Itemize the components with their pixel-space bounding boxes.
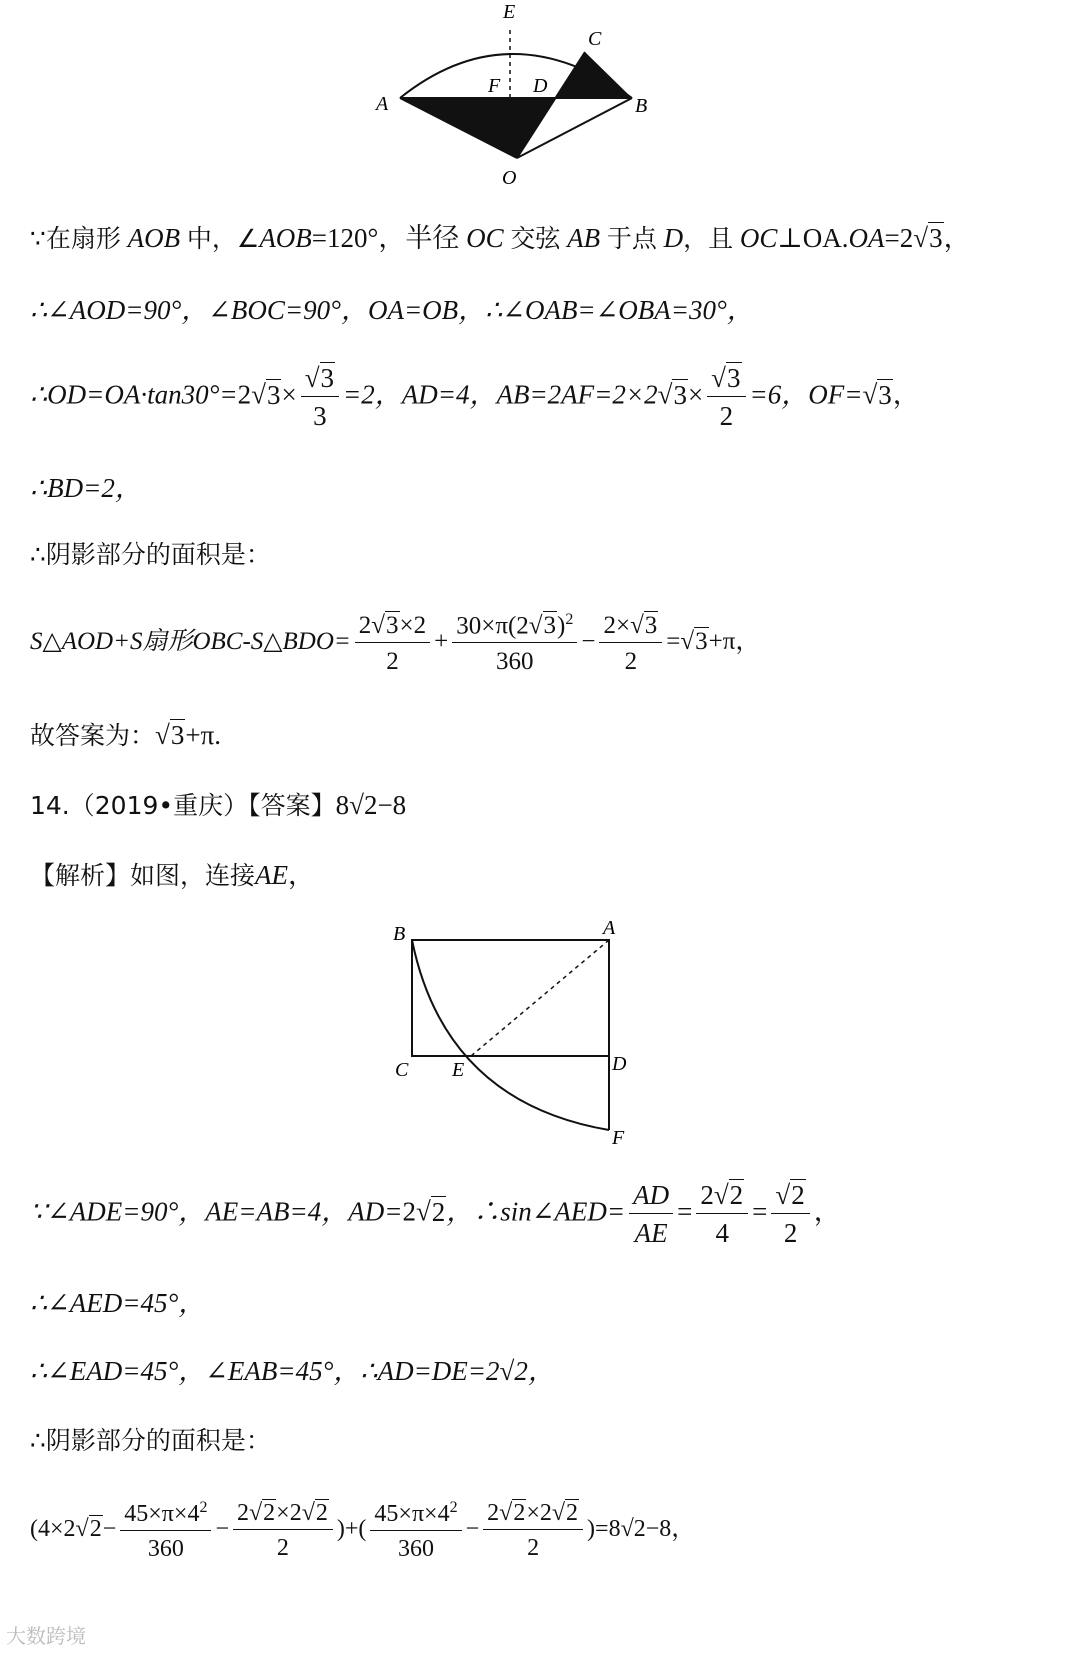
label-A: A — [376, 93, 389, 115]
label-F: F — [488, 75, 501, 97]
p14-step1-ad: 2√2 — [402, 1196, 446, 1227]
p14-step3: ∴∠EAD=45°，∠EAB=45°，∴AD=DE=2√2， — [30, 1356, 555, 1386]
p13-AB: AB — [567, 223, 601, 253]
p13-given-8: =2 — [884, 223, 914, 253]
p14-header: 14.（2019•重庆）【答案】 — [30, 791, 336, 820]
p13-step3-line: ∴OD=OA·tan30°=2√3× $\frac{√3}{3}$ =2，AD=4，AB=2AF=2×2√3× $\frac{√3}{2}$ =6，OF=√3， — [30, 363, 920, 431]
p13-step3-end: ， — [892, 379, 920, 410]
p13-given-6: ，且 — [683, 224, 734, 253]
label-A2: A — [603, 917, 616, 939]
p13-given-5: 于点 — [606, 224, 657, 253]
p14-step1-end: ， — [813, 1196, 841, 1227]
p13-D: D — [663, 223, 684, 253]
p13-OC-2: OC — [739, 223, 778, 253]
p13-step3-sqrt-of: √3 — [862, 379, 892, 410]
p14-analysis: 【解析】如图，连接 — [30, 861, 256, 890]
p13-area-line: S△AOD+S扇形OBC-S△BDO= $\frac{2√3\times 2}{2}$ + $\frac{30\times\pi(2√3)^2}{360}$ − $\frac{2\times√3}{2}$ =√3+π， — [30, 611, 761, 676]
label-B: B — [635, 95, 648, 117]
sector-diagram — [370, 0, 670, 190]
p13-area-frac1: $\frac{2√3\times 2}{2}$ — [355, 613, 430, 674]
label-B2: B — [393, 923, 406, 945]
p14-final: =8√2−8， — [595, 1516, 696, 1543]
p13-OC: OC — [466, 223, 504, 253]
p14-step4: ∴阴影部分的面积是： — [30, 1426, 271, 1455]
p13-given-end: ， — [943, 223, 971, 253]
p14-answer: 8√2−8 — [335, 790, 407, 820]
label-F2: F — [612, 1127, 625, 1149]
p13-given-2: 中，∠ — [186, 224, 260, 253]
p13-step3-frac1: $\frac{√3}{3}$ — [301, 365, 339, 430]
p13-area-frac2: $\frac{30\times\pi(2√3)^2}{360}$ — [452, 612, 577, 674]
label-C: C — [588, 28, 602, 50]
p13-step3-sqrt: √3 — [657, 379, 687, 410]
label-C2: C — [395, 1059, 409, 1081]
label-O: O — [502, 167, 517, 189]
p14-final-expr: (4×2√2− $\frac{45\times\pi\times 4^2}{360}$ − $\frac{2√2\times 2√2}{2}$ )+( $\frac{45\times\pi\times 4^2}{360}$ − $\frac{2√2\times 2√2}{2}$ ) — [30, 1499, 596, 1562]
p13-given-7: ⊥OA. — [777, 223, 849, 253]
p13-area-lhs: S△AOD+S扇形OBC-S△BDO= — [30, 627, 351, 655]
p13-given-1: ∵在扇形 — [30, 224, 121, 253]
shaded-triangle-AOD — [400, 98, 555, 158]
p13-given-4: 交弦 — [510, 224, 561, 253]
p14-step1-frac1: $\frac{AD}{AE}$ — [629, 1182, 673, 1247]
p13-step2: ∴∠AOD=90°，∠BOC=90°，OA=OB，∴∠OAB=∠OBA=30°， — [30, 295, 754, 325]
label-E2: E — [452, 1059, 465, 1081]
p14-analysis-line — [30, 862, 315, 889]
p13-step4: ∴BD=2， — [30, 473, 142, 503]
p13-area-frac3: $\frac{2\times√3}{2}$ — [599, 613, 662, 674]
p13-AOB: AOB — [127, 223, 181, 253]
p13-answer-prefix: 故答案为： — [30, 721, 156, 750]
p13-given-sqrt: √3 — [913, 223, 943, 253]
p13-step3-a: ∴OD=OA·tan30°= — [30, 379, 238, 410]
rectangle-diagram — [385, 912, 645, 1152]
p13-answer-line: 故答案为：√3+π. — [30, 720, 221, 750]
watermark: 大数跨境 — [6, 1624, 86, 1648]
p14-step1-line: ∵∠ADE=90°，AE=AB=4，AD=2√2，∴sin∠AED= $\frac{AD}{AE}$ = $\frac{2√2}{4}$ = $\frac{√2}{2}$ ， — [30, 1180, 841, 1248]
label-D2: D — [612, 1053, 627, 1075]
p13-step3-coef: 2√3× — [237, 379, 297, 410]
p13-step3-b: =2，AD=4，AB=2AF=2×2 — [343, 379, 658, 410]
shaded-sector-OBC — [555, 52, 632, 98]
p14-step2: ∴∠AED=45°， — [30, 1288, 206, 1318]
p13-AOB-angle: AOB — [259, 223, 312, 253]
p13-area-result: +π， — [708, 627, 761, 655]
p13-OA: OA — [848, 223, 885, 253]
rectangle-BCDA — [412, 940, 609, 1056]
p14-step1-frac2: $\frac{2√2}{4}$ — [696, 1182, 748, 1247]
p14-step1-frac3: $\frac{√2}{2}$ — [771, 1182, 809, 1247]
p13-step5: ∴阴影部分的面积是： — [30, 540, 271, 569]
label-D: D — [533, 75, 548, 97]
p14-step1-a: ∵∠ADE=90°，AE=AB=4，AD= — [30, 1196, 403, 1227]
p14-analysis-end: ， — [288, 860, 316, 890]
p13-given-3: =120°，半径 — [311, 223, 460, 253]
p13-step3-frac2: $\frac{√3}{2}$ — [707, 365, 745, 430]
p13-step3-c: =6，OF= — [749, 379, 863, 410]
arc-BF — [412, 940, 609, 1130]
p13-given-line — [30, 225, 971, 252]
p14-final-line — [30, 1500, 695, 1561]
p14-step1-b: ，∴sin∠AED= — [446, 1196, 626, 1227]
p14-header-line — [30, 792, 406, 819]
dashed-AE — [471, 940, 609, 1056]
p13-answer-suffix: +π. — [185, 720, 221, 750]
label-E: E — [503, 1, 516, 23]
p14-AE: AE — [255, 860, 289, 890]
